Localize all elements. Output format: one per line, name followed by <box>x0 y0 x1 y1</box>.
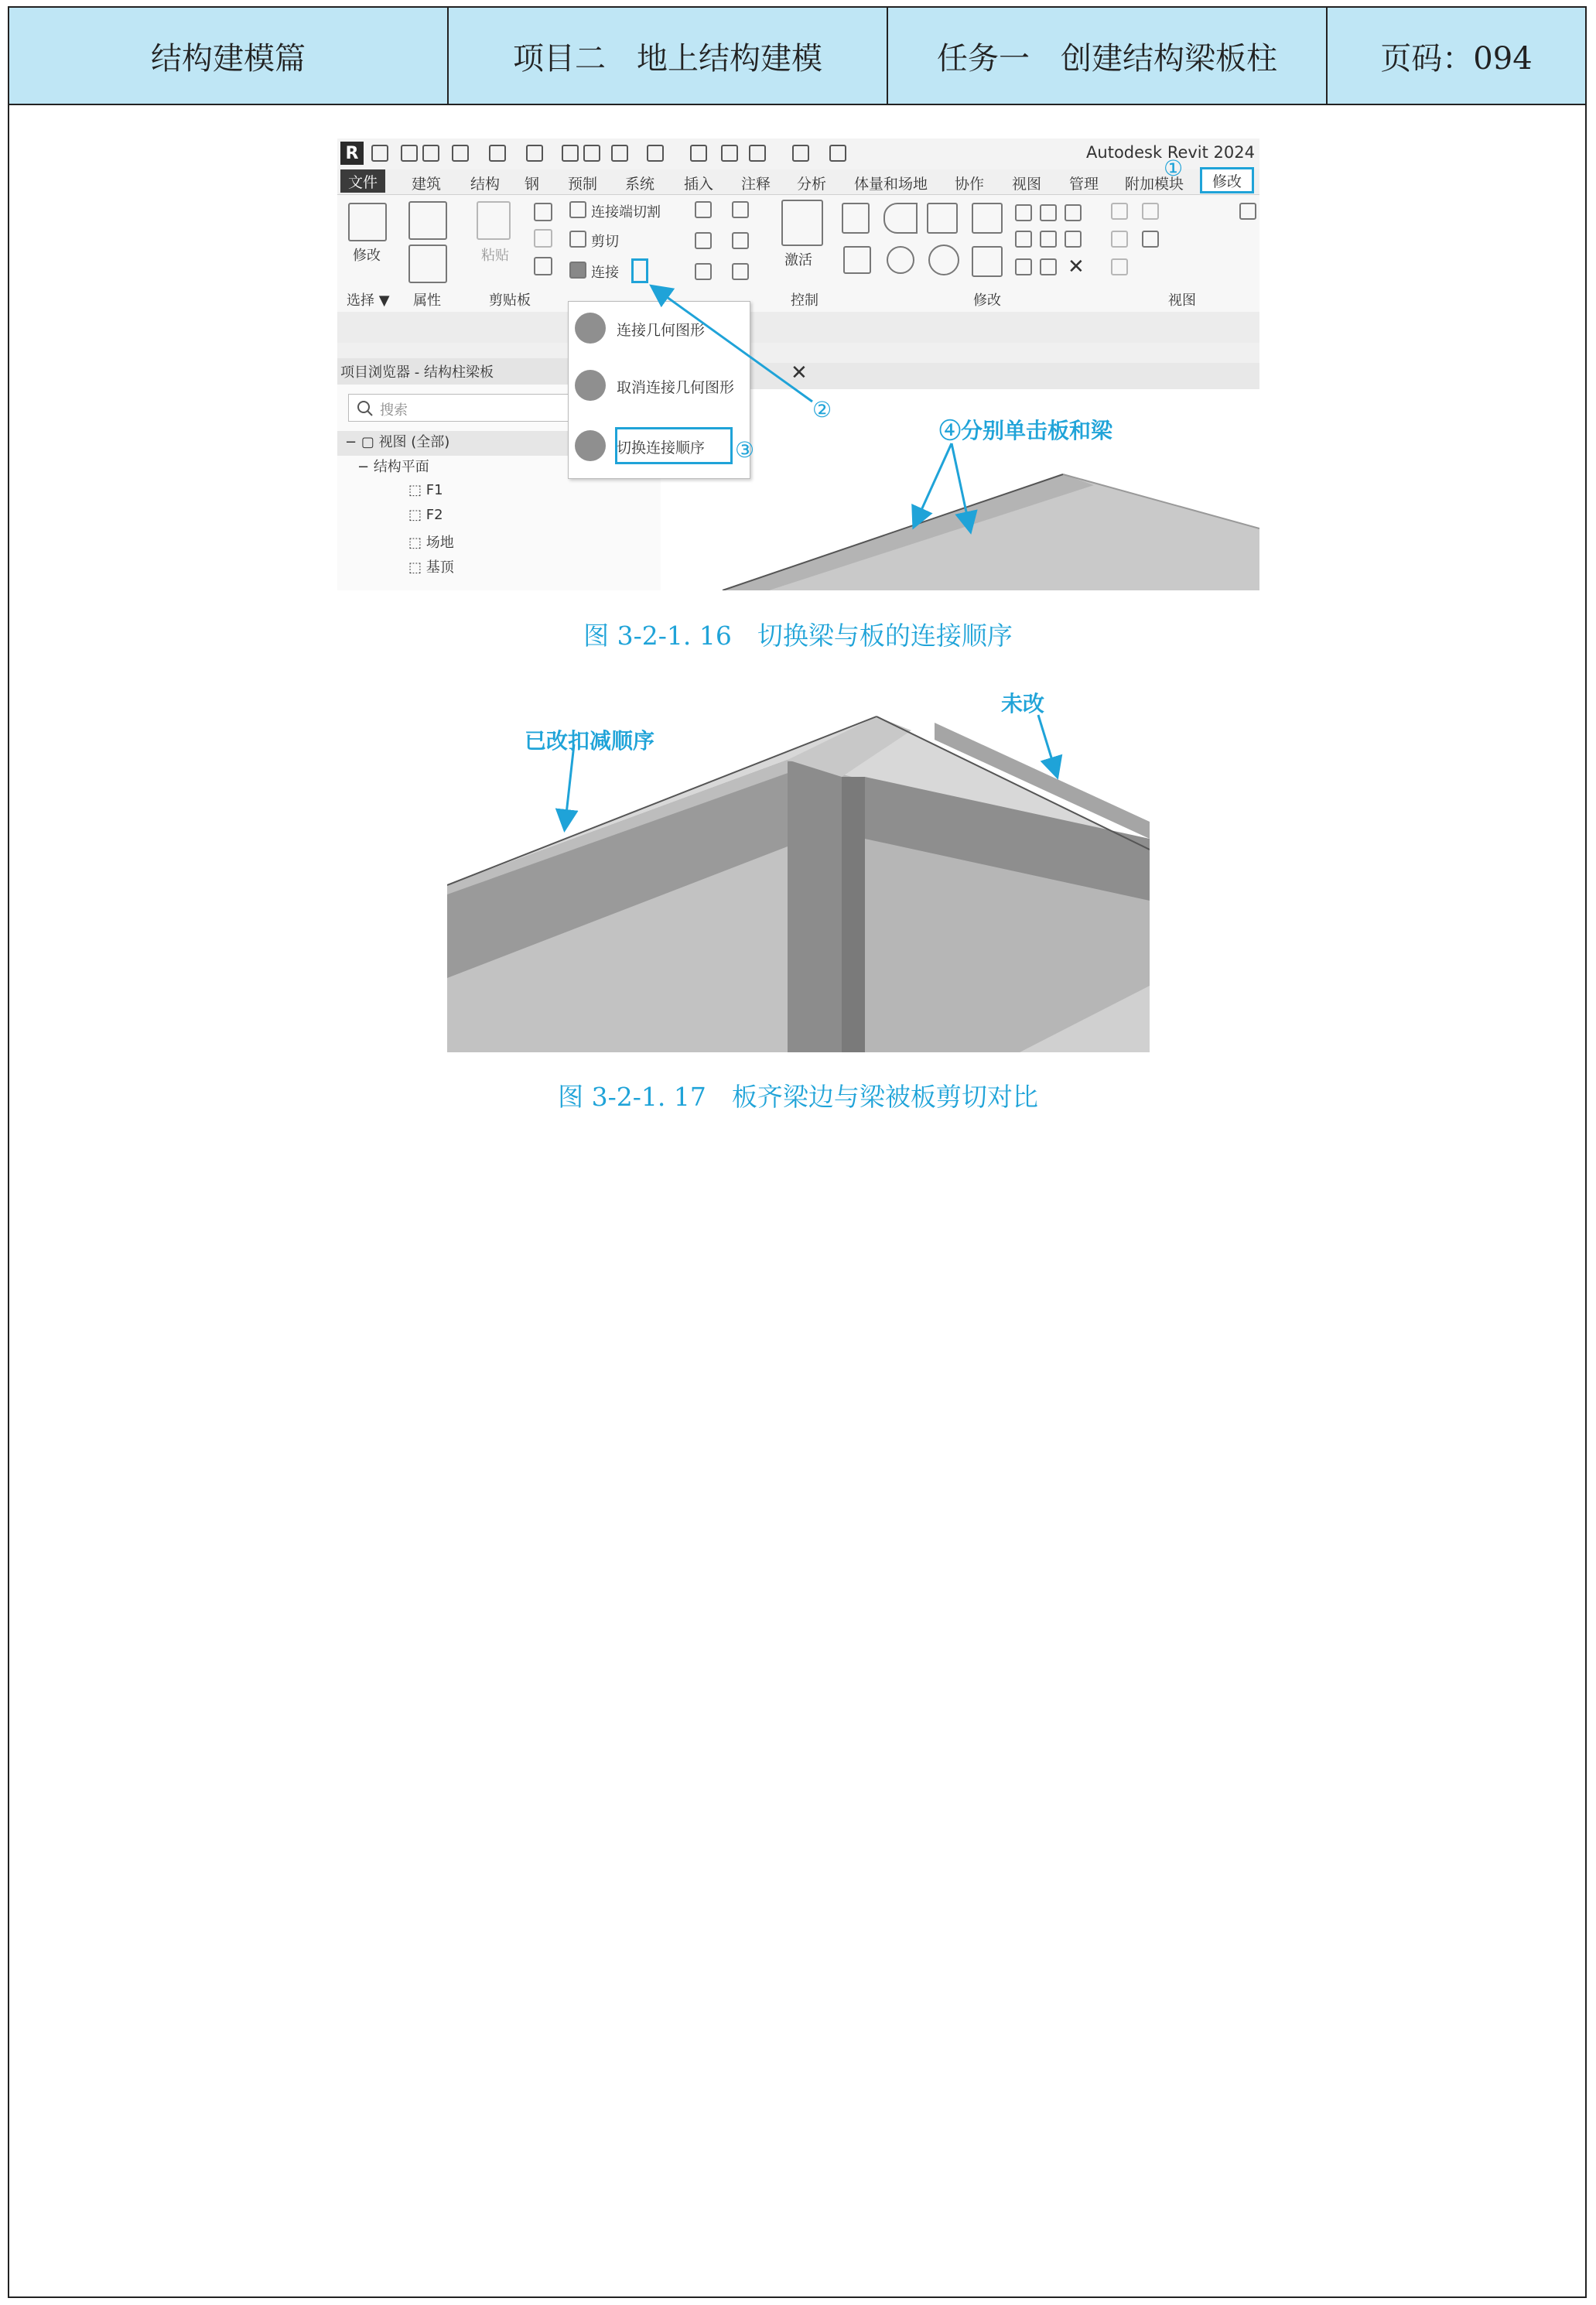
search-placeholder: 搜索 <box>380 402 408 419</box>
tree-site[interactable]: ⬚ 场地 <box>408 535 454 551</box>
tab-precast[interactable]: 预制 <box>568 176 598 193</box>
views-icon: ▢ <box>361 434 374 450</box>
tab-architecture[interactable]: 建筑 <box>412 176 442 193</box>
menu-switch-join-order-label: 切换连接顺序 <box>617 439 706 457</box>
label-changed-order: 已改扣减顺序 <box>525 728 655 754</box>
tab-steel[interactable]: 钢 <box>525 176 540 193</box>
revit-logo-icon: R <box>340 142 364 165</box>
join-cut-label[interactable]: 连接端切割 <box>591 204 661 221</box>
annotation-step3: ③ <box>735 437 755 463</box>
tab-file[interactable]: 文件 <box>340 169 385 193</box>
tab-annotate[interactable]: 注释 <box>741 176 771 193</box>
panel-control: 控制 <box>791 292 819 309</box>
tab-view[interactable]: 视图 <box>1012 176 1042 193</box>
section-title: 结构建模篇 <box>9 8 449 104</box>
project-title: 项目二 地上结构建模 <box>449 8 888 104</box>
tree-views-all[interactable]: − ▢ 视图 (全部) <box>345 434 450 450</box>
tree-foundation-top[interactable]: ⬚ 基顶 <box>408 559 454 576</box>
panel-clipboard: 剪贴板 <box>489 292 531 309</box>
task-title: 任务一 创建结构梁板柱 <box>888 8 1328 104</box>
tree-structural-plans[interactable]: − 结构平面 <box>357 459 429 475</box>
tab-massing-site[interactable]: 体量和场地 <box>854 176 928 193</box>
revit-screenshot <box>337 139 1259 590</box>
tab-insert[interactable]: 插入 <box>684 176 714 193</box>
tree-f2-label: F2 <box>425 507 443 523</box>
modify-label: 修改 <box>353 248 381 264</box>
delete-icon[interactable]: ✕ <box>1068 255 1085 279</box>
app-title: Autodesk Revit 2024 <box>1086 143 1255 162</box>
label-unchanged: 未改 <box>1001 691 1045 716</box>
join-label[interactable]: 连接 <box>591 265 619 281</box>
tab-structure[interactable]: 结构 <box>470 176 501 193</box>
join-comparison-image <box>447 676 1150 1052</box>
tab-analyze[interactable]: 分析 <box>797 176 827 193</box>
tree-structural-plans-label: 结构平面 <box>373 459 429 475</box>
annotation-arrows <box>337 139 1259 590</box>
panel-properties: 属性 <box>413 292 441 309</box>
annotation-step1: ① <box>1164 156 1184 181</box>
tab-addins[interactable]: 附加模块 <box>1125 176 1184 193</box>
menu-join-geometry-label: 连接几何图形 <box>617 322 706 339</box>
panel-select[interactable]: 选择 ▼ <box>347 292 390 309</box>
panel-view: 视图 <box>1168 292 1196 309</box>
tab-systems[interactable]: 系统 <box>625 176 655 193</box>
page-number: 页码：094 <box>1380 40 1533 77</box>
annotation-step4: ④分别单击板和梁 <box>939 418 1113 443</box>
annotation-step2: ② <box>812 397 832 422</box>
figure2-caption: 图 3-2-1. 17 板齐梁边与梁被板剪切对比 <box>558 1082 1038 1112</box>
tree-f1-label: F1 <box>425 482 443 498</box>
panel-modify: 修改 <box>973 292 1001 309</box>
tab-modify[interactable]: 修改 <box>1200 167 1254 193</box>
cut-label[interactable]: 剪切 <box>591 234 619 250</box>
figure1-caption: 图 3-2-1. 16 切换梁与板的连接顺序 <box>583 621 1013 651</box>
tab-collaborate[interactable]: 协作 <box>955 176 985 193</box>
tree-f2[interactable]: ⬚ F2 <box>408 507 443 523</box>
tree-foundation-top-label: 基顶 <box>425 559 454 576</box>
close-icon[interactable]: ✕ <box>791 361 808 385</box>
paste-label: 粘贴 <box>481 248 509 264</box>
tree-f1[interactable]: ⬚ F1 <box>408 482 443 498</box>
project-browser-title: 项目浏览器 - 结构柱梁板 <box>337 358 661 385</box>
menu-unjoin-geometry-label: 取消连接几何图形 <box>617 379 735 396</box>
tab-manage[interactable]: 管理 <box>1069 176 1099 193</box>
activate-label[interactable]: 激活 <box>784 252 812 268</box>
tree-views-all-label: 视图 (全部) <box>378 434 450 450</box>
tree-site-label: 场地 <box>425 535 454 551</box>
